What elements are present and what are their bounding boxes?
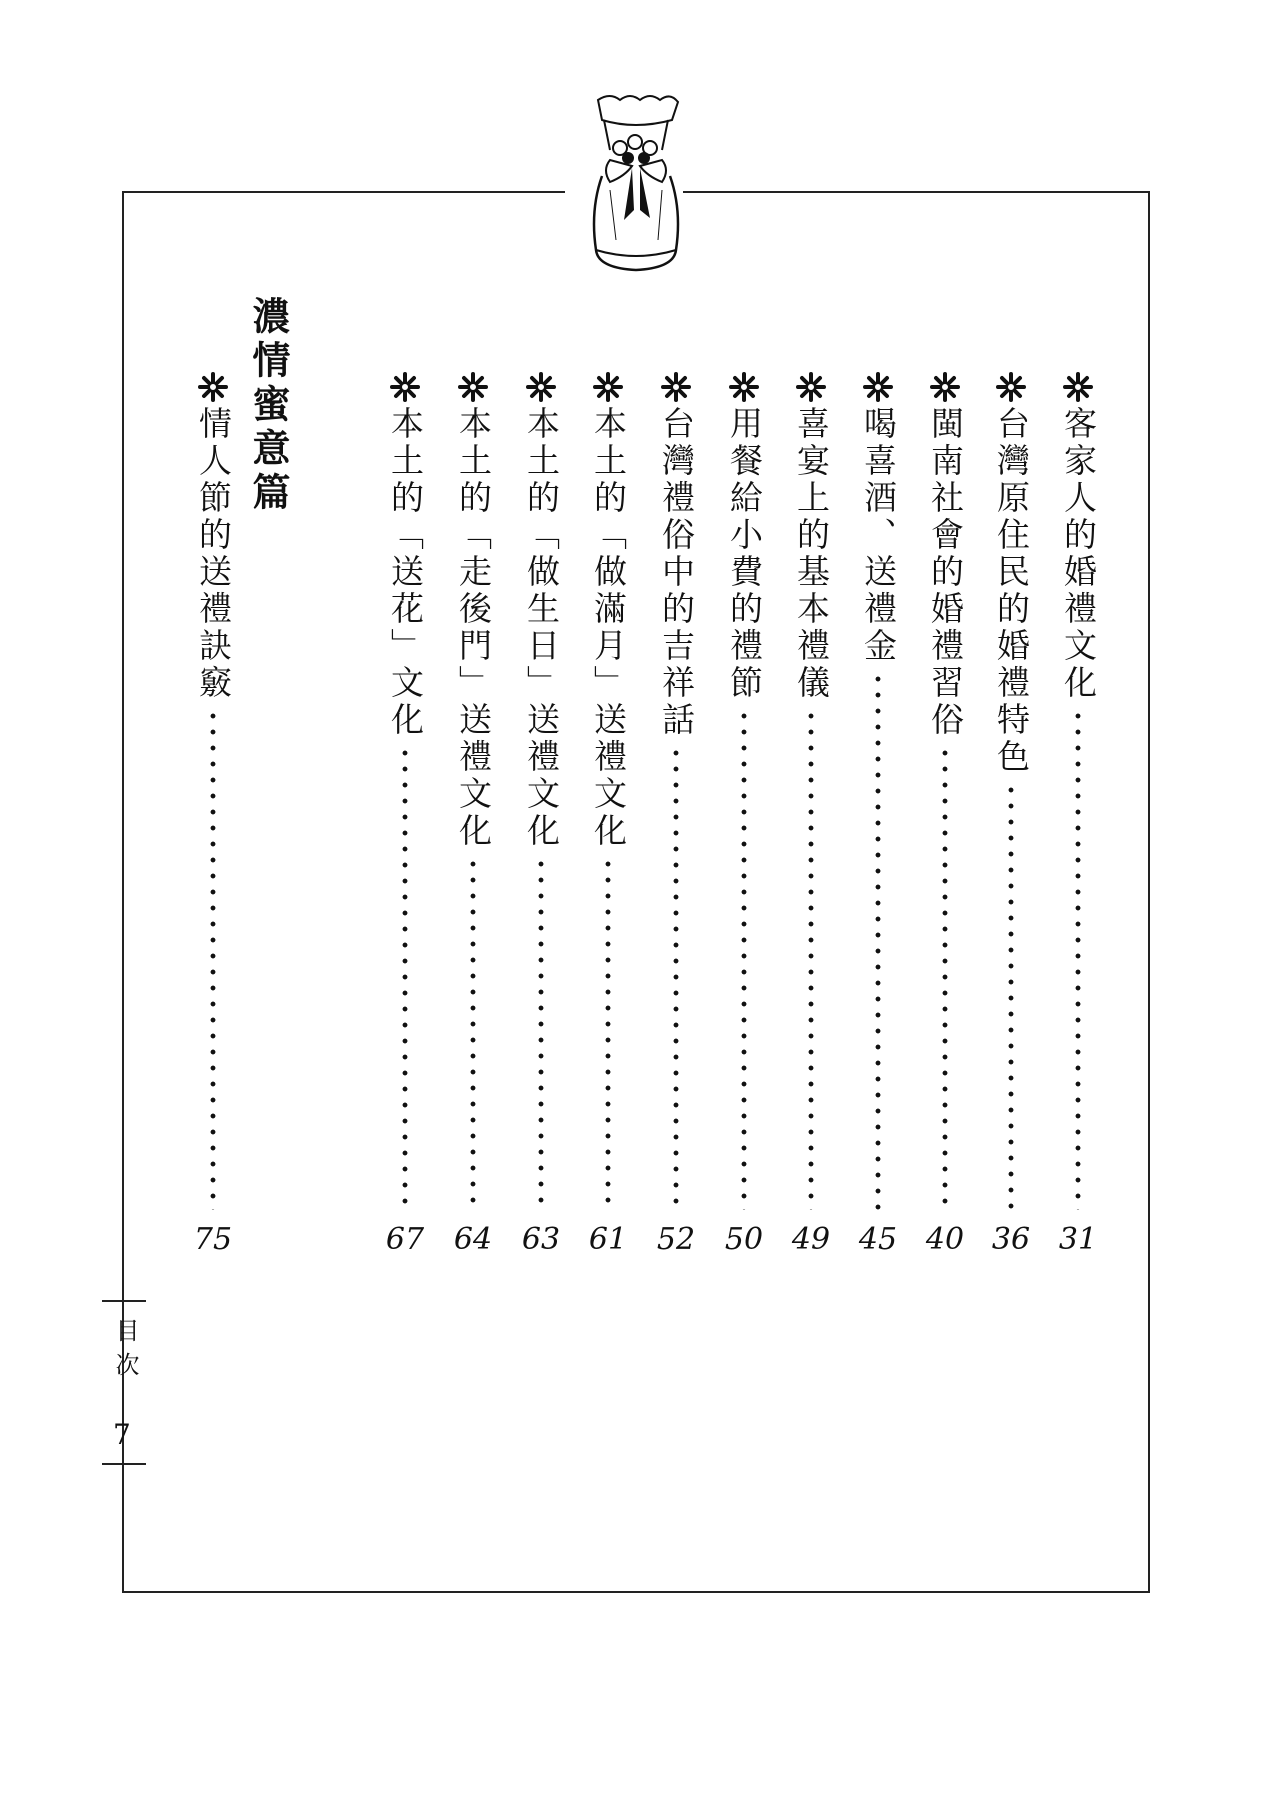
toc-entry-page: 45: [858, 1222, 898, 1257]
section-heading: 濃情蜜意篇: [246, 296, 290, 516]
toc-entry-page: 52: [656, 1222, 696, 1257]
toc-entry-title: 用餐給小費的禮節: [725, 406, 764, 702]
dot-leader: [673, 745, 679, 1210]
toc-entry-title: 本土的「做滿月」送禮文化: [589, 406, 628, 850]
dot-leader: [741, 708, 747, 1210]
toc-entry-title: 本土的「送花」文化: [386, 406, 425, 739]
asterisk-flower-icon: [994, 370, 1028, 404]
asterisk-flower-icon: [727, 370, 761, 404]
toc-entry-title: 喜宴上的基本禮儀: [792, 406, 831, 702]
dot-leader: [1008, 782, 1014, 1210]
toc-entry-title: 情人節的送禮訣竅: [194, 406, 233, 702]
asterisk-flower-icon: [794, 370, 828, 404]
toc-entry-page: 61: [588, 1222, 628, 1257]
dot-leader: [605, 856, 611, 1210]
toc-entry-title: 閩南社會的婚禮習俗: [926, 406, 965, 739]
dot-leader: [808, 708, 814, 1210]
asterisk-flower-icon: [928, 370, 962, 404]
asterisk-flower-icon: [388, 370, 422, 404]
section-label: 目次: [111, 1318, 139, 1386]
toc-entry[interactable]: [721, 370, 767, 1257]
toc-entry-page: 50: [724, 1222, 764, 1257]
toc-entry[interactable]: [450, 370, 496, 1257]
toc-entry[interactable]: [788, 370, 834, 1257]
tab-line-top: [122, 1254, 124, 1302]
toc-entry[interactable]: [190, 370, 236, 1257]
toc-entry-title: 台灣原住民的婚禮特色: [992, 406, 1031, 776]
tab-rule-bottom: [102, 1463, 146, 1465]
asterisk-flower-icon: [196, 370, 230, 404]
tab-line-bottom: [122, 1463, 124, 1503]
asterisk-flower-icon: [659, 370, 693, 404]
toc-entry-title: 本土的「做生日」送禮文化: [522, 406, 561, 850]
toc-entry-page: 64: [453, 1222, 493, 1257]
toc-entry-title: 喝喜酒、送禮金: [859, 406, 898, 665]
flower-vase-icon: [580, 90, 690, 280]
toc-entry-title: 客家人的婚禮文化: [1059, 406, 1098, 702]
toc-entry-page: 36: [991, 1222, 1031, 1257]
toc-entry-page: 49: [791, 1222, 831, 1257]
tab-rule-top: [102, 1300, 146, 1302]
asterisk-flower-icon: [591, 370, 625, 404]
dot-leader: [470, 856, 476, 1210]
toc-entry[interactable]: [382, 370, 428, 1257]
asterisk-flower-icon: [861, 370, 895, 404]
toc-entry-page: 75: [193, 1222, 233, 1257]
toc-entry[interactable]: [988, 370, 1034, 1257]
toc-entry-title: 本土的「走後門」送禮文化: [454, 406, 493, 850]
asterisk-flower-icon: [524, 370, 558, 404]
dot-leader: [538, 856, 544, 1210]
asterisk-flower-icon: [456, 370, 490, 404]
toc-entry[interactable]: [855, 370, 901, 1257]
toc-entry-page: 67: [385, 1222, 425, 1257]
toc-entry[interactable]: [585, 370, 631, 1257]
dot-leader: [942, 745, 948, 1210]
toc-entry[interactable]: [518, 370, 564, 1257]
asterisk-flower-icon: [1061, 370, 1095, 404]
toc-entry[interactable]: [1055, 370, 1101, 1257]
toc-entry-page: 31: [1058, 1222, 1098, 1257]
dot-leader: [402, 745, 408, 1210]
dot-leader: [1075, 708, 1081, 1210]
toc-entry[interactable]: [653, 370, 699, 1257]
dot-leader: [875, 671, 881, 1210]
toc-entry-page: 63: [521, 1222, 561, 1257]
toc-entry-title: 台灣禮俗中的吉祥話: [657, 406, 696, 739]
toc-entry-page: 40: [925, 1222, 965, 1257]
page-number: 7: [113, 1418, 131, 1451]
dot-leader: [210, 708, 216, 1210]
toc-entry[interactable]: [922, 370, 968, 1257]
